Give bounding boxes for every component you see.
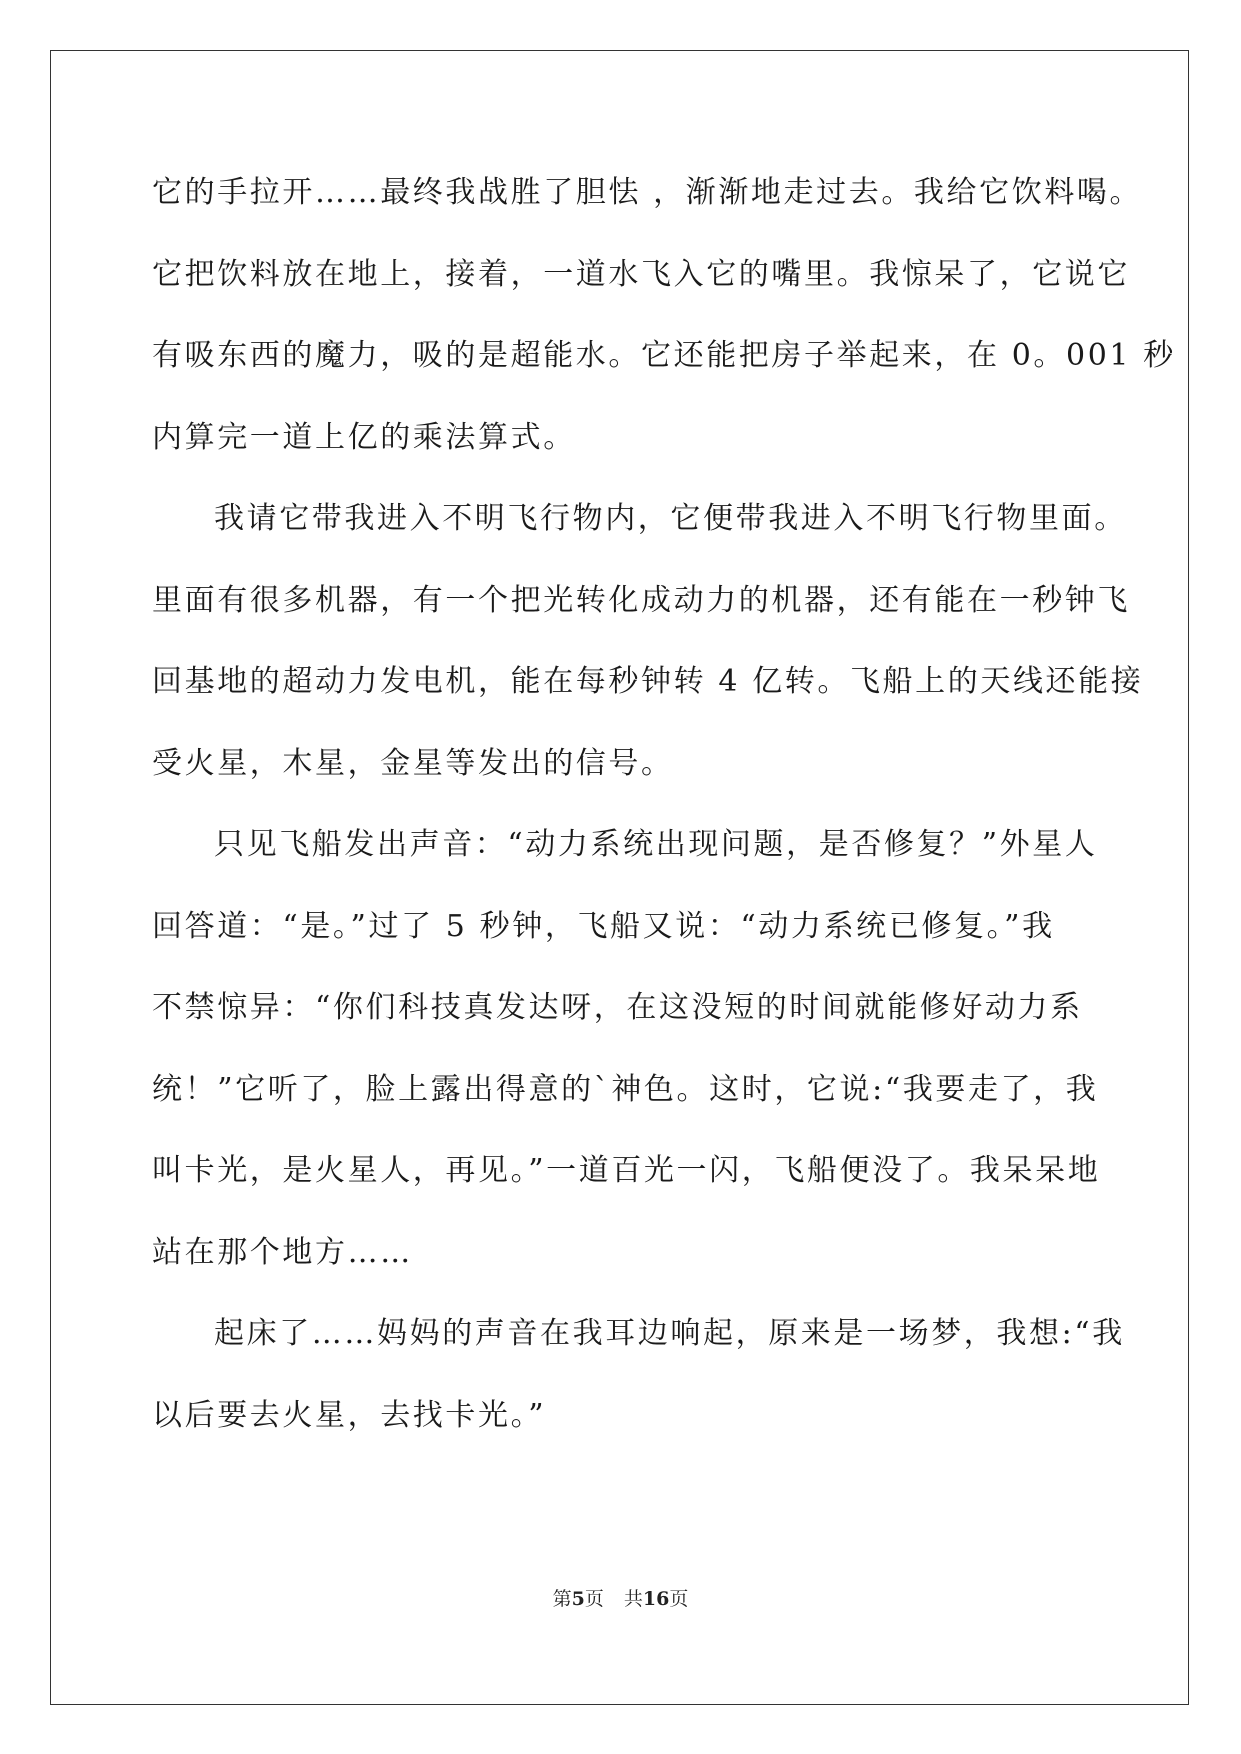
text-line: 内算完一道上亿的乘法算式。 [152,419,576,455]
text-line: 受火星，木星，金星等发出的信号。 [152,745,674,781]
text-line: 站在那个地方…… [152,1234,413,1270]
page-footer [0,1584,1241,1611]
total-prefix: 共 [623,1588,643,1610]
page-suffix: 页 [584,1588,604,1610]
total-suffix: 页 [669,1588,689,1610]
text-line: 只见飞船发出声音：“动力系统出现问题，是否修复？”外星人 [214,827,1098,862]
text-line: 不禁惊异：“你们科技真发达呀，在这没短的时间就能修好动力系 [152,990,1083,1025]
text-line: 回基地的超动力发电机，能在每秒钟转 4 亿转。飞船上的天线还能接 [152,664,1144,699]
text-line: 里面有很多机器，有一个把光转化成动力的机器，还有能在一秒钟飞 [152,582,1130,618]
text-line: 回答道：“是。”过了 5 秒钟，飞船又说：“动力系统已修复。”我 [152,908,1055,944]
page-number: 5 [571,1588,585,1610]
text-line: 有吸东西的魔力，吸的是超能水。它还能把房子举起来，在 0。001 秒 [152,338,1176,373]
text-line: 叫卡光，是火星人，再见。”一道百光一闪，飞船便没了。我呆呆地 [152,1153,1101,1188]
total-pages: 16 [642,1588,670,1610]
text-line: 起床了……妈妈的声音在我耳边响起，原来是一场梦，我想:“我 [214,1316,1125,1351]
text-line: 我请它带我进入不明飞行物内，它便带我进入不明飞行物里面。 [214,501,1127,536]
text-line: 它把饮料放在地上，接着，一道水飞入它的嘴里。我惊呆了，它说它 [152,256,1130,292]
text-line: 统！”它听了，脸上露出得意的`神色。这时，它说:“我要走了，我 [152,1071,1099,1107]
text-line: 以后要去火星，去找卡光。” [152,1397,547,1433]
text-line: 它的手拉开……最终我战胜了胆怯 ，渐渐地走过去。我给它饮料喝。 [152,175,1143,210]
document-body [152,152,1176,1456]
page-prefix: 第 [552,1588,572,1610]
